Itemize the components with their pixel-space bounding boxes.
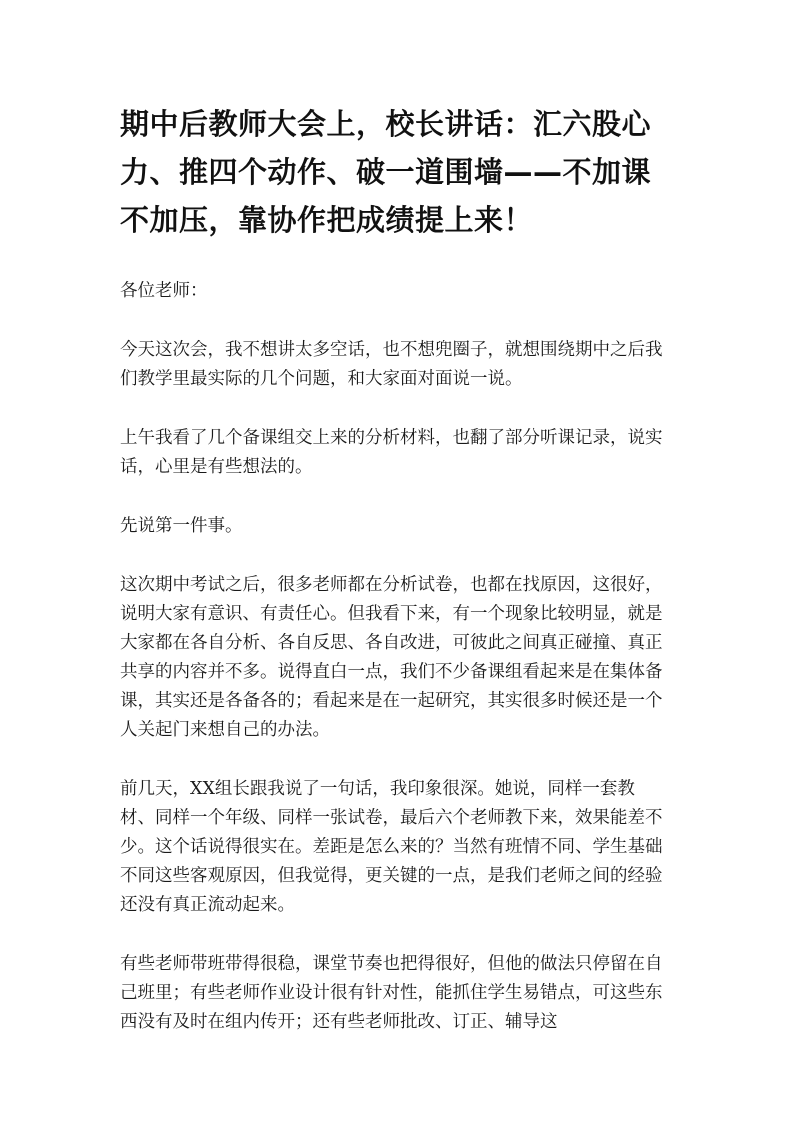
paragraph: 上午我看了几个备课组交上来的分析材料，也翻了部分听课记录，说实话，心里是有些想法的。 <box>120 428 663 477</box>
paragraph-salutation: 各位老师： <box>120 281 208 301</box>
paragraph: 今天这次会，我不想讲太多空话，也不想兜圈子，就想围绕期中之后我们教学里最实际的几个问题，和大家面对面说一说。 <box>120 340 663 389</box>
document-body <box>120 277 668 1067</box>
document-title: 期中后教师大会上，校长讲话：汇六股心力、推四个动作、破一道围墙——不加课不加压，靠协作把成绩提上来！ <box>120 107 652 237</box>
paragraph: 这次期中考试之后，很多老师都在分析试卷，也都在找原因，这很好，说明大家有意识、有责任心。但我看下来，有一个现象比较明显，就是大家都在各自分析、各自反思、各自改进，可彼此之间真正碰撞、真正共享的内容并不多。说得直白一点，我们不少备课组看起来是在集体备课，其实还是各备各的；看起来是在一起研究，其实很多时候还是一个人关起门来想自己的办法。 <box>120 575 663 740</box>
paragraph: 先说第一件事。 <box>120 516 243 536</box>
paragraph: 前几天，XX组长跟我说了一句话，我印象很深。她说，同样一套教材、同样一个年级、同样一张试卷，最后六个老师教下来，效果能差不少。这个话说得很实在。差距是怎么来的？当然有班情不同、学生基础不同这些客观原因，但我觉得，更关键的一点，是我们老师之间的经验还没有真正流动起来。 <box>120 779 663 915</box>
paragraph: 有些老师带班带得很稳，课堂节奏也把得很好，但他的做法只停留在自己班里；有些老师作业设计很有针对性，能抓住学生易错点，可这些东西没有及时在组内传开；还有些老师批改、订正、辅导这 <box>120 954 663 1032</box>
